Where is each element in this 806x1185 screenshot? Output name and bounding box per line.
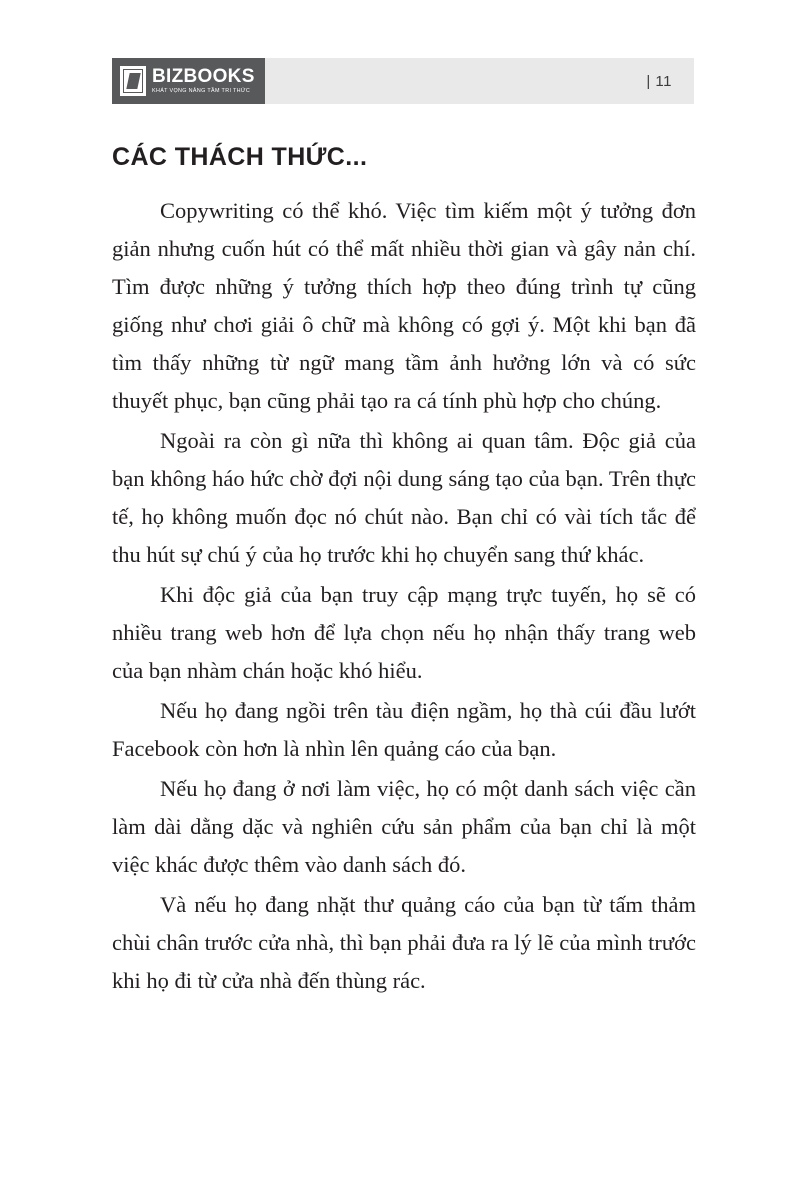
body-text [112, 192, 696, 1000]
page-number: | 11 [646, 72, 672, 90]
logo-name: BIZBOOKS [152, 66, 255, 88]
paragraph: Và nếu họ đang nhặt thư quảng cáo của bạn từ tấm thảm chùi chân trước cửa nhà, thì bạn phải đưa ra lý lẽ của mình trước khi họ đi từ cửa nhà đến thùng rác. [112, 892, 696, 993]
page-header [112, 58, 694, 104]
paragraph: Nếu họ đang ngồi trên tàu điện ngầm, họ thà cúi đầu lướt Facebook còn hơn là nhìn lên quảng cáo của bạn. [112, 698, 696, 761]
page-title: CÁC THÁCH THỨC... [112, 142, 368, 171]
logo-tagline: KHÁT VỌNG NÂNG TẦM TRI THỨC [152, 88, 251, 95]
paragraph: Khi độc giả của bạn truy cập mạng trực tuyến, họ sẽ có nhiều trang web hơn để lựa chọn nếu họ nhận thấy trang web của bạn nhàm chán hoặc khó hiểu. [112, 582, 696, 683]
paragraph: Nếu họ đang ở nơi làm việc, họ có một danh sách việc cần làm dài dằng dặc và nghiên cứu sản phẩm của bạn chỉ là một việc khác được thêm vào danh sách đó. [112, 776, 696, 877]
paragraph: Copywriting có thể khó. Việc tìm kiếm một ý tưởng đơn giản nhưng cuốn hút có thể mất nhiều thời gian và gây nản chí. Tìm được những ý tưởng thích hợp theo đúng trình tự cũng giống như chơi giải ô chữ mà không có gợi ý. Một khi bạn đã tìm thấy những từ ngữ mang tầm ảnh hưởng lớn và có sức thuyết phục, bạn cũng phải tạo ra cá tính phù hợp cho chúng. [112, 198, 696, 413]
publisher-logo [112, 58, 265, 104]
paragraph: Ngoài ra còn gì nữa thì không ai quan tâm. Độc giả của bạn không háo hức chờ đợi nội dung sáng tạo của bạn. Trên thực tế, họ không muốn đọc nó chút nào. Bạn chỉ có vài tích tắc để thu hút sự chú ý của họ trước khi họ chuyển sang thứ khác. [112, 428, 696, 567]
book-logo-icon [120, 66, 146, 96]
logo-text-block [152, 67, 255, 94]
